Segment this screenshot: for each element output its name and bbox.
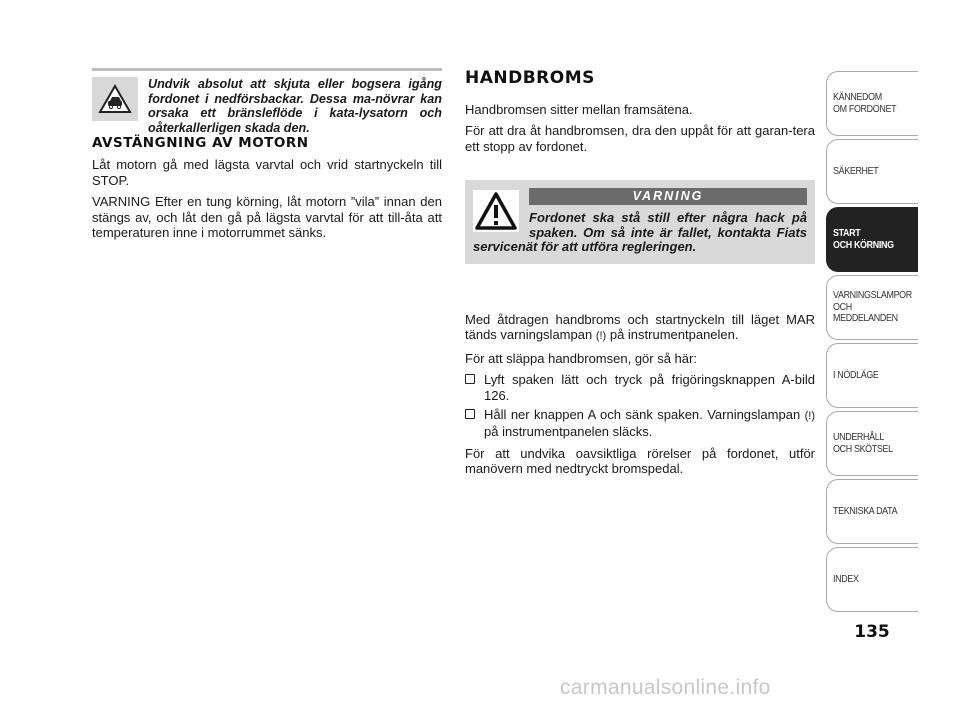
tab-label: INDEX — [833, 572, 859, 585]
tab-varningslampor[interactable] — [826, 275, 918, 340]
tab-label: START OCH KÖRNING — [833, 227, 894, 251]
warning-box — [465, 180, 815, 264]
tab-i-nodlage[interactable] — [826, 343, 918, 408]
list-item-text: Håll ner knappen A och sänk spaken. Varningslampan — [484, 407, 801, 423]
tab-start-och-korning[interactable] — [826, 207, 918, 272]
left-column — [92, 68, 442, 240]
handbrake-lamp-icon: (!) — [595, 330, 607, 343]
handbrake-lamp-icon: (!) — [804, 410, 815, 423]
tab-sakerhet[interactable] — [826, 139, 918, 204]
list-item-text: på instrumentpanelen släcks. — [484, 424, 653, 440]
paragraph: För att släppa handbromsen, gör så här: — [465, 350, 697, 366]
paragraph: VARNING Efter en tung körning, låt motorn ”vila” innan den stängs av, och låt den gå på lägsta varvtal för att till-åta att temperaturen inne i motorrummet sänks. — [92, 194, 442, 240]
release-steps-list — [465, 372, 815, 440]
paragraph: För att undvika oavsiktliga rörelser på fordonet, utför manövern med nedtryckt bromspedal. — [465, 445, 815, 477]
list-item-text: Lyft spaken lätt och tryck på frigöringsknappen A-bild 126. — [484, 372, 815, 403]
car-pushing-icon — [92, 77, 138, 121]
chapter-tabs — [826, 71, 918, 615]
watermark: carmanualsonline.info — [560, 676, 771, 699]
tab-label: I NÖDLÄGE — [833, 368, 879, 381]
paragraph: För att dra åt handbromsen, dra den uppåt för att garan-tera ett stopp av fordonet. — [465, 123, 815, 154]
paragraph — [465, 312, 815, 345]
paragraph: Låt motorn gå med lägsta varvtal och vrid startnyckeln till STOP. — [92, 157, 442, 188]
list-item — [465, 407, 815, 440]
list-item — [465, 372, 815, 403]
tab-label: KÄNNEDOM OM FORDONET — [833, 91, 897, 115]
paragraph-part: på instrumentpanelen. — [609, 327, 739, 343]
paragraph: Handbromsen sitter mellan framsätena. — [465, 102, 693, 117]
tab-index[interactable] — [826, 547, 918, 612]
right-column — [465, 68, 815, 477]
tab-label: TEKNISKA DATA — [833, 504, 898, 517]
checkbox-bullet-icon — [465, 409, 475, 419]
tab-label: SÄKERHET — [833, 164, 879, 177]
section-heading-engine-off: AVSTÄNGNING AV MOTORN — [92, 135, 309, 152]
section-heading-handbrake: HANDBROMS — [465, 68, 595, 88]
tab-label: UNDERHÅLL OCH SKÖTSEL — [833, 431, 893, 455]
page-number: 135 — [854, 622, 890, 642]
paragraph-part: Med åtdragen handbroms och startnyckeln till läget MAR tänds varningslampan — [465, 312, 815, 343]
tab-kannedom[interactable] — [826, 71, 918, 136]
environment-note-text: Undvik absolut att skjuta eller bogsera igång fordonet i nedförsbackar. Dessa ma-növrar kan orsaka ett bränsleflöde i kata-lysatorn och oåterkallerligen skada den. — [148, 77, 442, 135]
warning-text: Fordonet ska stå still efter några hack på spaken. Om så inte är fallet, kontakta Fiats servicenät för att utföra regleringen. — [473, 210, 807, 255]
warning-triangle-icon — [473, 190, 519, 232]
warning-header: VARNING — [529, 188, 807, 205]
environment-note — [92, 68, 442, 135]
tab-underhall[interactable] — [826, 411, 918, 476]
tab-tekniska-data[interactable] — [826, 479, 918, 544]
tab-label: VARNINGSLAMPOR OCH MEDDELANDEN — [833, 289, 912, 325]
checkbox-bullet-icon — [465, 374, 475, 384]
